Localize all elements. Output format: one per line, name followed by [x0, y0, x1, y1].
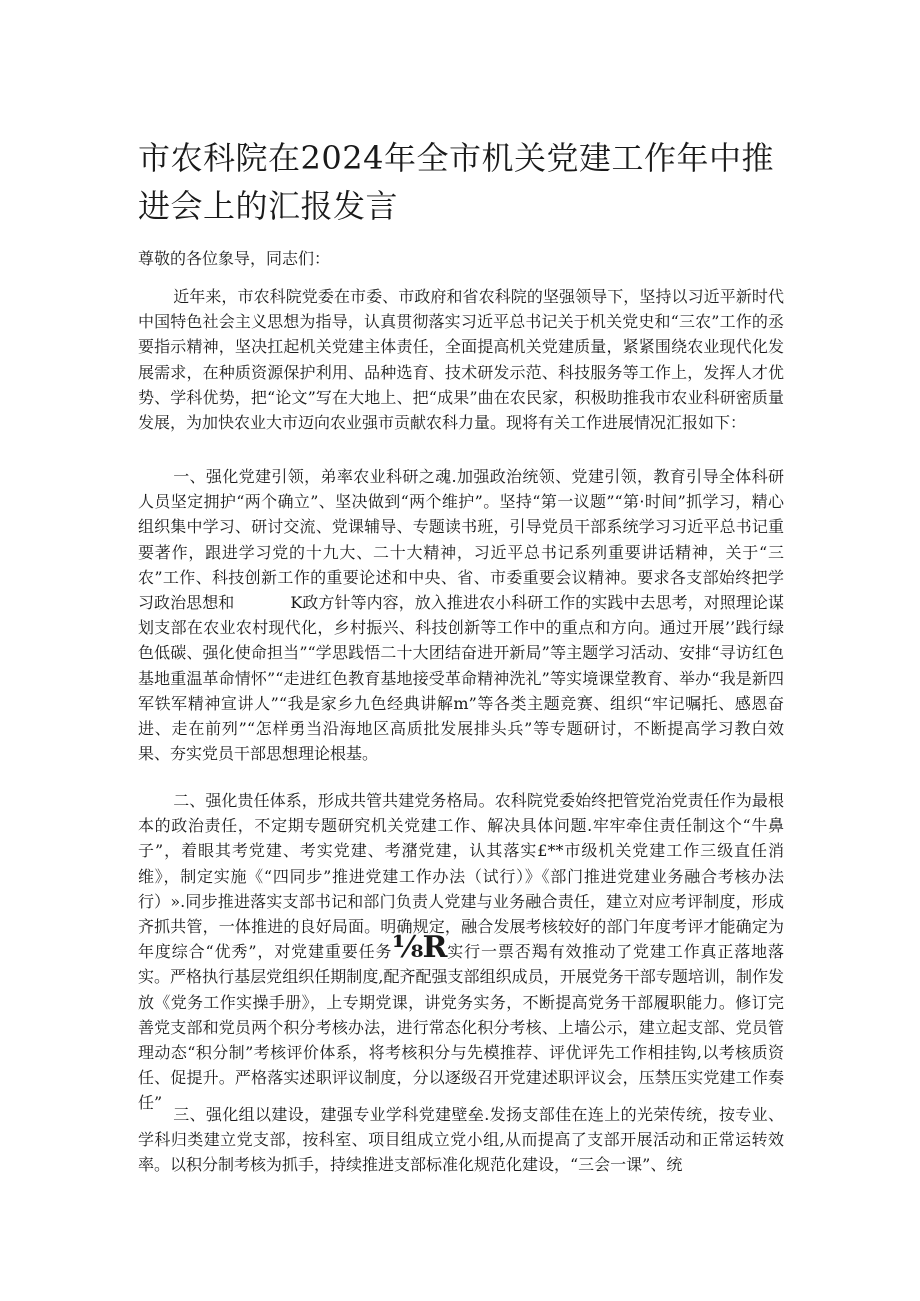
ocr-artifact-large-glyph: ⅛R — [392, 930, 447, 966]
section-1-text-part-b: K政方针等内容，放入推进农小科研工作的实践中去思考，对照理论谋划支部在农业农村现代化，乡村振兴、科技创新等工作中的重点和方向。通过开展’’践行绿色低碳、强化使命担当”“学思践悟二十大团结奋进开新局”等主题学习活动、安排“寻访红色基地重温革命情怀”“走进红色教育基地接受革命精神洗礼”等实境课堂教育、举办“我是新四军铁军精神宣讲人”“我是家乡九色经典讲解m”等各类主题竞赛、组织“牢记嘱托、感恩奋进、走在前列”“怎样勇当沿海地区高质批发展排头兵”等专题研讨，不断提高学习教白效果、夯实党员干部思想理论根基。 — [138, 593, 784, 764]
salutation: 尊敬的各位象导，同志们： — [138, 249, 331, 268]
section-2-text-part-a: 二、强化贵任体系，形成共管共建党务格局。农科院党委始终把管党治党责任作为最根本的政治责任，不定期专题研究机关党建工作、解决具体问题.牢牢牵住责任制这个“牛鼻子”，着眼其考党建、考实党建、考潴党建，认其落实£**市级机关党建工作三级直任消维》，制定实施《“四同步”推进党建工作办法（试行）》《部门推进党建业务融合考核办法行）».同步推进落实支部书记和部门负责人党建与业务融合责任，建立对应考评制度，形成齐抓共管，一体推进的良好局面。明确规定，融合发展考核较好的部门年度考评才能确定为年度综合“优秀”，对党建重要任务 — [138, 791, 784, 962]
paragraph-section-1 — [138, 464, 784, 766]
paragraph-section-3 — [138, 1102, 784, 1178]
document-title: 市农科院在2024年全市机关党建工作年中推进会上的汇报发言 — [138, 139, 774, 225]
section-2-text-part-b: 实行一票否羯有效推动了党建工作真正落地落实。严格执行基层党组织任期制度,配齐配强支部组织成员，开展党务干部专题培训，制作发放《党务工作实操手册》，上专期党课，讲党务实务，不断提高党务干部履职能力。修订完善党支部和党员两个积分考核办法，进行常态化积分考核、上墙公示，建立起支部、党员管理动态“积分制”考核评价体系，将考核积分与先模推荐、评优评先工作相挂钩,以考核质资任、促提升。严格落实述职评议制度，分以逐级召开党建述职评议会，压禁压实党建工作奏任” — [138, 942, 784, 1113]
section-3-text: 三、强化组以建设，建强专业学科党建壁垒.发扬支部佳在连上的光荣传统，按专业、学科归类建立党支部，按科室、项目组成立党小组,从而提高了支部开展活动和正常运转效率。以积分制考核为抓手，持续推进支部标准化规范化建设，“三会一课”、统 — [138, 1105, 784, 1175]
paragraph-intro-text: 近年来，市农科院党委在市委、市政府和省农科院的坚强领导下，坚持以习近平新时代中国特色社会主义思想为指导，认真贯彻落实习近平总书记关于机关党史和“三农”工作的丞要指示精神，坚决扛起机关党建主体责任，全面提高机关党建质量，紧紧围绕农业现代化发展需求，在种质资源保护利用、品种选育、技术研发示范、科技服务等工作上，发挥人才优势、学科优势，把“论文”写在大地上、把“成果”曲在农民家，积极助推我市农业科研密质量发展，为加快农业大市迈向农业强市贡献农科力量。现将有关工作进展情况汇报如下： — [138, 287, 784, 433]
paragraph-section-2 — [138, 788, 784, 1116]
paragraph-intro — [138, 284, 784, 435]
section-1-text-part-a: 一、强化党建引领，弟率农业科研之魂.加强政治统领、党建引领，教育引导全体科研人员坚定拥护“两个确立”、坚决做到“两个维护”。坚持“第一议题”“第·时间”抓学习，精心组织集中学习、研讨交流、党课辅导、专题读书班，引导党员干部系统学习习近平总书记重要著作，跟进学习党的十九大、二十大精神，习近平总书记系列重要讲话精神，关于“三农”工作、科技创新工作的重要论述和中央、省、市委重要会议精神。要求各支部始终把学习政治思想和 — [138, 467, 784, 613]
